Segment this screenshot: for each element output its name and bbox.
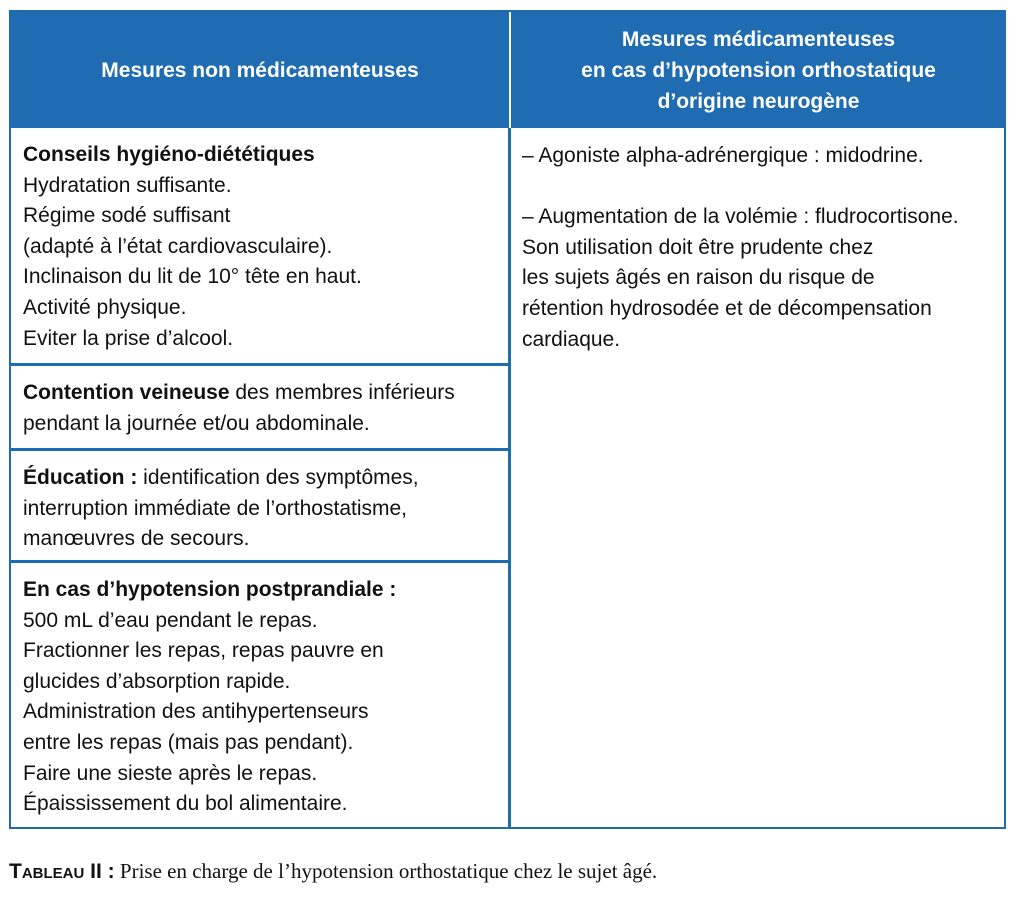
cell-line: pendant la journée et/ou abdominale. xyxy=(23,411,370,435)
cell-line: Régime sodé suffisant xyxy=(23,204,231,228)
header-right-line: d’origine neurogène xyxy=(657,89,860,113)
cell-line: entre les repas (mais pas pendant). xyxy=(23,730,354,754)
cell-line xyxy=(23,463,508,494)
cell-title: Éducation : xyxy=(23,466,138,489)
treatment-table xyxy=(9,10,1006,829)
drug-item-line: cardiaque. xyxy=(522,327,621,351)
caption-text: Prise en charge de l’hypotension orthostatique chez le sujet âgé. xyxy=(114,859,658,883)
cell-line: 500 mL d’eau pendant le repas. xyxy=(23,608,318,632)
cell-line: interruption immédiate de l’orthostatisme, xyxy=(23,496,408,520)
cell-title: Conseils hygiéno-diététiques xyxy=(23,143,315,166)
header-left-label: Mesures non médicamenteuses xyxy=(101,58,419,82)
drug-item-line: les sujets âgés en raison du risque de xyxy=(522,266,875,290)
cell-line: manœuvres de secours. xyxy=(23,527,250,551)
cell-line xyxy=(23,378,508,409)
header-right-line: Mesures médicamenteuses xyxy=(621,27,896,51)
cell-line: Faire une sieste après le repas. xyxy=(23,761,318,785)
cell-line: glucides d’absorption rapide. xyxy=(23,669,291,693)
cell-title: En cas d’hypotension postprandiale : xyxy=(23,578,397,601)
drug-item-line: Son utilisation doit être prudente chez xyxy=(522,235,874,259)
header-drug-measures xyxy=(511,12,1006,128)
cell-line: Eviter la prise d’alcool. xyxy=(23,326,234,350)
caption-label: Tableau II : xyxy=(9,860,115,883)
header-right-line: en cas d’hypotension orthostatique xyxy=(581,58,936,82)
cell-hypotension-postprandiale xyxy=(11,563,508,828)
cell-line: (adapté à l’état cardiovasculaire). xyxy=(23,234,333,258)
drug-item-line: rétention hydrosodée et de décompensation xyxy=(522,296,932,320)
paragraph-gap xyxy=(522,172,1005,203)
header-right-label xyxy=(581,24,936,117)
drug-item-fludrocortisone: – Augmentation de la volémie : fludrocortisone. xyxy=(522,205,959,229)
cell-text: identification des symptômes, xyxy=(137,466,419,489)
cell-line: Fractionner les repas, repas pauvre en xyxy=(23,639,384,663)
cell-line: Administration des antihypertenseurs xyxy=(23,700,369,724)
cell-education xyxy=(11,451,508,559)
cell-drug-measures xyxy=(511,128,1005,355)
table-caption xyxy=(9,859,657,884)
cell-line: Inclinaison du lit de 10° tête en haut. xyxy=(23,265,362,289)
cell-conseils-hygieno-dietetiques xyxy=(11,128,508,362)
cell-title: Contention veineuse xyxy=(23,381,230,404)
cell-line: Hydratation suffisante. xyxy=(23,173,232,197)
cell-line: Activité physique. xyxy=(23,295,187,319)
cell-text: des membres inférieurs xyxy=(229,381,455,404)
header-non-drug-measures xyxy=(11,12,509,128)
drug-item-midodrine: – Agoniste alpha-adrénergique : midodrine. xyxy=(522,144,924,167)
cell-line: Épaississement du bol alimentaire. xyxy=(23,792,348,816)
cell-contention-veineuse xyxy=(11,366,508,448)
